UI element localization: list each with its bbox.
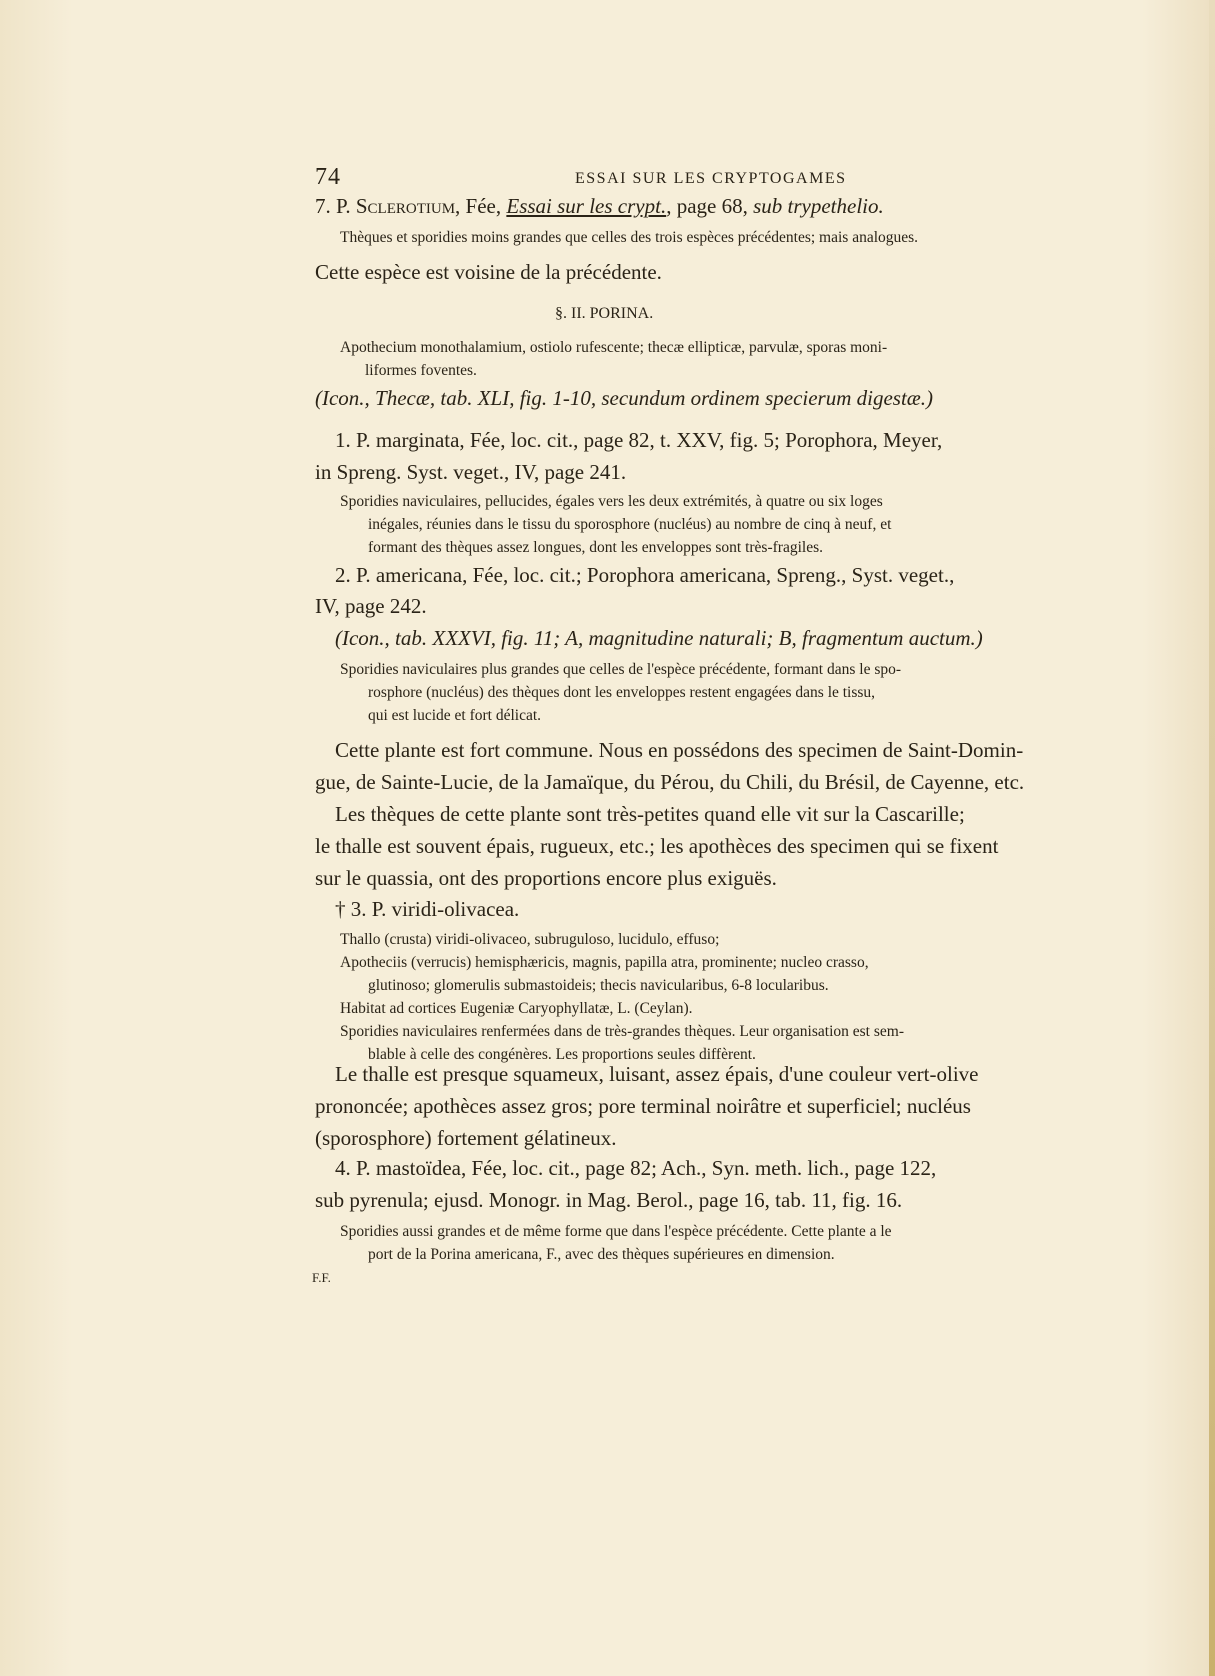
entry-3-body: Le thalle est presque squameux, luisant, assez épais, d'une couleur vert-olive prononcée; apothèces assez gros; pore terminal noirâtre et superficiel; nucléus (sporosphore) fortement gélatineux.: [315, 1062, 979, 1150]
entry-1-citation: 1. P. marginata, Fée, loc. cit., page 82, t. XXV, fig. 5; Porophora, Meyer,: [335, 428, 943, 452]
entry-2-icon-reference: (Icon., tab. XXXVI, fig. 11; A, magnitudine naturali; B, fragmentum auctum.): [335, 626, 983, 650]
entry-7-author: , Fée,: [455, 194, 507, 218]
entry-7-citation: [315, 190, 884, 222]
entry-7-work: Essai sur les crypt.: [506, 194, 667, 218]
entry-2-citation-cont: IV, page 242.: [315, 594, 427, 618]
page-number: 74: [315, 164, 341, 190]
section-icon-reference: (Icon., Thecæ, tab. XLI, fig. 1-10, secundum ordinem specierum digestæ.): [315, 386, 934, 410]
page-edge: [1209, 0, 1215, 1676]
entry-7-name: Sclerotium: [355, 194, 456, 218]
entry-1-citation-cont: in Spreng. Syst. veget., IV, page 241.: [315, 460, 627, 484]
running-title: ESSAI SUR LES CRYPTOGAMES: [575, 170, 847, 187]
entry-1-description: Sporidies naviculaires, pellucides, égales vers les deux extrémités, à quatre ou six loges inégales, réunies dans le tissu du sporosphore (nucléus) au nombre de cinq à neuf, et formant des thèques assez longues, dont les enveloppes sont très-fragiles.: [340, 493, 892, 556]
entry-2-body: Cette plante est fort commune. Nous en possédons des specimen de Saint-Domin- gue, de Sainte-Lucie, de la Jamaïque, du Pérou, du Chili, du Brésil, de Cayenne, etc. Les thèques de cette plante sont très-petites quand elle vit sur la Cascarille; le thalle est souvent épais, rugueux, etc.; les apothèces des specimen qui se fixent sur le quassia, ont des proportions encore plus exiguës.: [315, 738, 1025, 890]
entry-7-description: Thèques et sporidies moins grandes que celles des trois espèces précédentes; mais analogues.: [340, 229, 919, 246]
signature: F.F.: [312, 1270, 331, 1285]
entry-7-sub: sub trypethelio.: [753, 194, 884, 218]
entry-2-citation: 2. P. americana, Fée, loc. cit.; Porophora americana, Spreng., Syst. veget.,: [335, 563, 955, 587]
entry-7-note: Cette espèce est voisine de la précédente.: [315, 260, 662, 284]
section-latin-diagnosis: Apothecium monothalamium, ostiolo rufescente; thecæ ellipticæ, parvulæ, sporas moni- liformes foventes.: [340, 339, 888, 379]
entry-4-citation: 4. P. mastoïdea, Fée, loc. cit., page 82; Ach., Syn. meth. lich., page 122,: [335, 1156, 937, 1180]
entry-4-citation-cont: sub pyrenula; ejusd. Monogr. in Mag. Berol., page 16, tab. 11, fig. 16.: [315, 1188, 903, 1212]
section-title: §. II. PORINA.: [555, 305, 654, 322]
entry-4-description: Sporidies aussi grandes et de même forme que dans l'espèce précédente. Cette plante a le port de la Porina americana, F., avec des thèques supérieures en dimension.: [340, 1223, 892, 1263]
entry-3-latin-description: Thallo (crusta) viridi-olivaceo, subruguloso, lucidulo, effuso; Apotheciis (verrucis) hemisphæricis, magnis, papilla atra, prominente; nucleo crasso, glutinoso; glomerulis submastoideis; thecis navicularibus, 6-8 locularibus. Habitat ad cortices Eugeniæ Caryophyllatæ, L. (Ceylan). Sporidies naviculaires renfermées dans de très-grandes thèques. Leur organisation est sem- blable à celle des congénères. Les proportions seules diffèrent.: [340, 931, 904, 1063]
entry-7-number: 7. P.: [315, 194, 356, 218]
entry-7-page: , page 68,: [666, 194, 754, 218]
entry-7: [315, 190, 884, 222]
entry-3-title: † 3. P. viridi-olivacea.: [335, 897, 520, 921]
entry-2-description: Sporidies naviculaires plus grandes que celles de l'espèce précédente, formant dans le spo- rosphore (nucléus) des thèques dont les enveloppes restent engagées dans le tissu, qui est lucide et fort délicat.: [340, 661, 902, 724]
